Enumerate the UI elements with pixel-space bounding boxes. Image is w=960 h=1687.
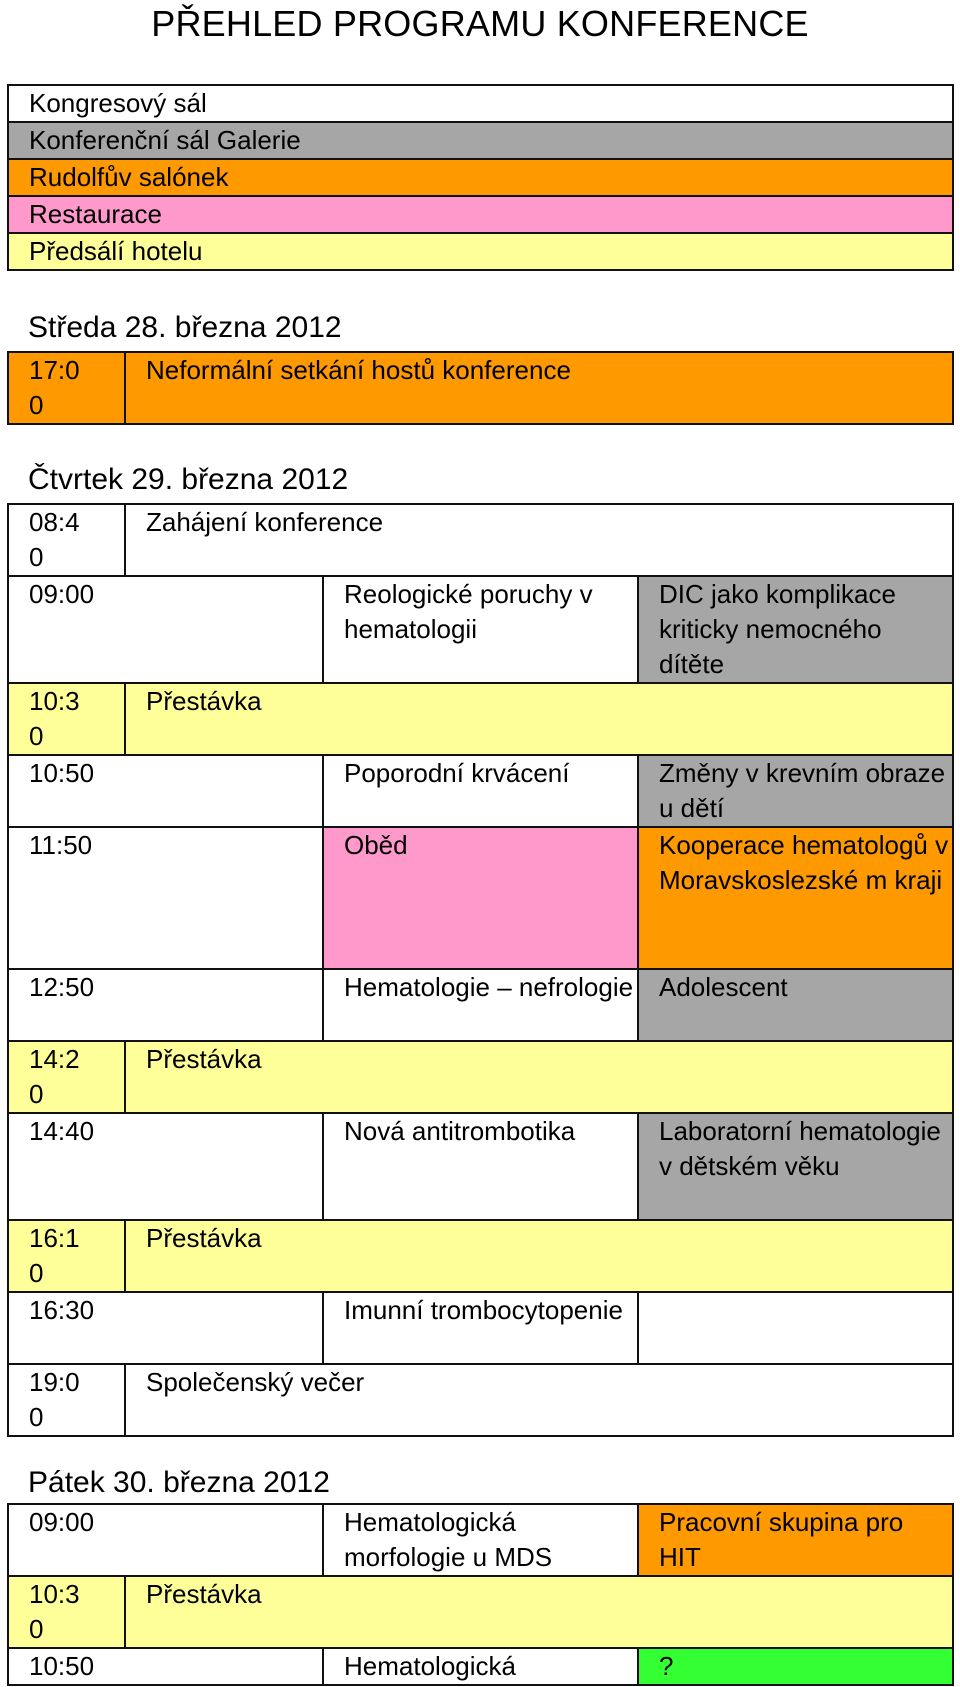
break-cell: Přestávka [125,1041,953,1113]
session-cell: Zahájení konference [125,504,953,576]
session-cell: Neformální setkání hostů konference [125,352,953,424]
main-session-cell: Hematologická [323,1648,638,1685]
break-cell: Přestávka [125,1576,953,1648]
time-cell: 08:4 0 [8,504,125,576]
session-cell: Společenský večer [125,1364,953,1436]
legend-restaurace: Restaurace [8,196,953,233]
time-cell: 14:2 0 [8,1041,125,1113]
time-cell: 16:1 0 [8,1220,125,1292]
schedule-row [8,504,953,576]
legend-kongresovy-sal: Kongresový sál [8,85,953,122]
page-title: PŘEHLED PROGRAMU KONFERENCE [151,3,809,44]
main-session-cell: Oběd [323,827,638,969]
main-session-cell: Imunní trombocytopenie [323,1292,638,1364]
schedule-row [8,576,953,683]
main-session-cell: Reologické poruchy v hematologii [323,576,638,683]
side-session-cell: ? [638,1648,953,1685]
room-legend [7,84,954,271]
side-session-cell: DIC jako komplikace kriticky nemocného dítěte [638,576,953,683]
legend-rudolfuv-salonek: Rudolfův salónek [8,159,953,196]
schedule-row [8,827,953,969]
main-session-cell: Nová antitrombotika [323,1113,638,1220]
schedule-row [8,1504,953,1576]
time-cell: 11:50 [8,827,323,969]
time-cell: 12:50 [8,969,323,1041]
main-session-cell: Hematologie – nefrologie [323,969,638,1041]
time-cell: 10:3 0 [8,683,125,755]
day-heading-thursday: Čtvrtek 29. března 2012 [28,463,349,496]
day-heading-wednesday: Středa 28. března 2012 [28,311,342,344]
break-cell: Přestávka [125,683,953,755]
break-cell: Přestávka [125,1220,953,1292]
side-session-cell: Laboratorní hematologie v dětském věku [638,1113,953,1220]
side-session-cell: Adolescent [638,969,953,1041]
time-cell: 10:50 [8,755,323,827]
schedule-row [8,1648,953,1685]
day-heading-friday: Pátek 30. března 2012 [28,1466,330,1499]
schedule-row [8,1220,953,1292]
schedule-row [8,683,953,755]
time-cell: 16:30 [8,1292,323,1364]
time-cell: 10:3 0 [8,1576,125,1648]
main-session-cell: Poporodní krvácení [323,755,638,827]
time-cell: 09:00 [8,576,323,683]
time-cell: 19:0 0 [8,1364,125,1436]
schedule-row [8,352,953,424]
schedule-row [8,1576,953,1648]
schedule-wednesday [7,351,954,425]
schedule-row [8,1364,953,1436]
schedule-friday [7,1503,954,1686]
legend-konferencni-sal-galerie: Konferenční sál Galerie [8,122,953,159]
side-session-cell [638,1292,953,1364]
time-cell: 14:40 [8,1113,323,1220]
schedule-row [8,755,953,827]
time-cell: 10:50 [8,1648,323,1685]
schedule-row [8,1113,953,1220]
side-session-cell: Kooperace hematologů v Moravskoslezské m kraji [638,827,953,969]
schedule-row [8,1292,953,1364]
side-session-cell: Změny v krevním obraze u dětí [638,755,953,827]
schedule-row [8,969,953,1041]
time-cell: 17:0 0 [8,352,125,424]
time-cell: 09:00 [8,1504,323,1576]
schedule-row [8,1041,953,1113]
main-session-cell: Hematologická morfologie u MDS [323,1504,638,1576]
side-session-cell: Pracovní skupina pro HIT [638,1504,953,1576]
schedule-thursday [7,503,954,1437]
legend-predsali-hotelu: Předsálí hotelu [8,233,953,270]
